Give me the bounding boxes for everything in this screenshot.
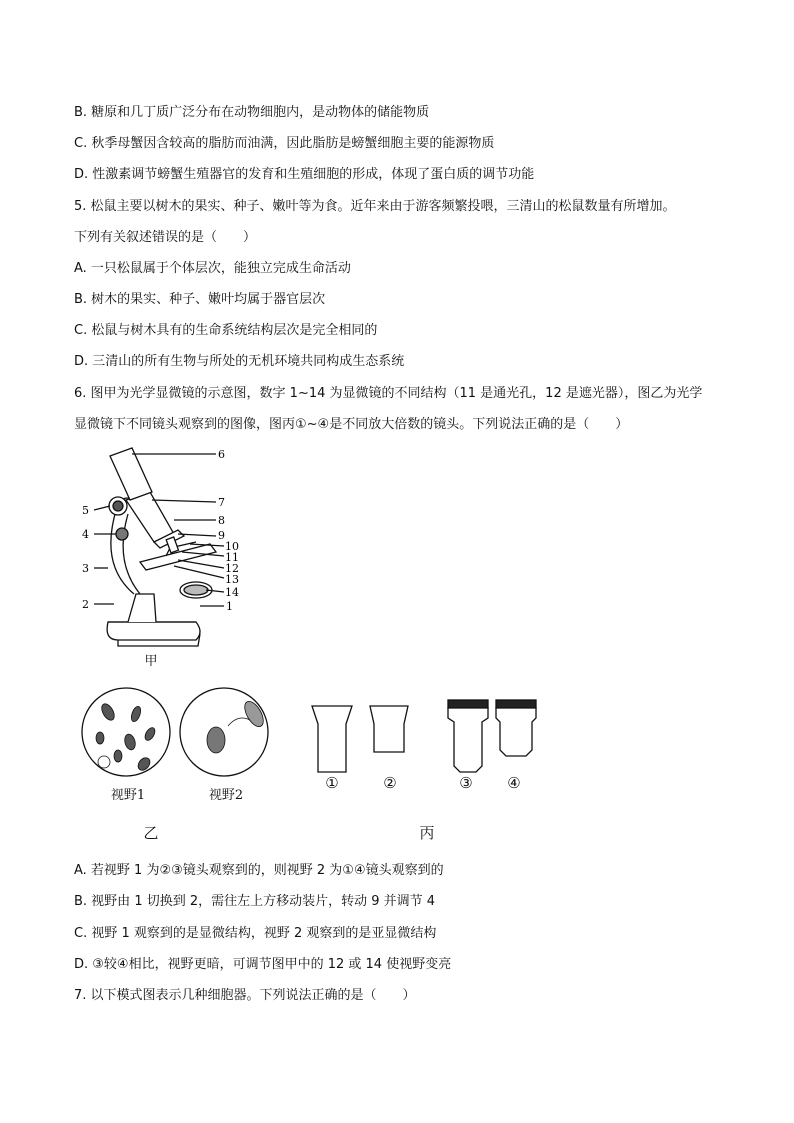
lens-3 [448, 708, 488, 772]
question-5-stem-cont: 下列有关叙述错误的是（ ） [74, 230, 257, 245]
view2-cells [207, 698, 267, 753]
label-9: 9 [218, 529, 225, 542]
option-c-q4: C. 秋季母蟹因含较高的脂肪而油满，因此脂肪是螃蟹细胞主要的能源物质 [74, 136, 495, 151]
view2-circle [180, 688, 268, 776]
option-d-q4: D. 性激素调节螃蟹生殖器官的发育和生殖细胞的形成，体现了蛋白质的调节功能 [74, 167, 535, 182]
figure-jia-microscope [78, 444, 258, 674]
option-b-q4: B. 糖原和几丁质广泛分布在动物细胞内，是动物体的储能物质 [74, 105, 430, 120]
lens-3-cap [448, 700, 488, 708]
label-8: 8 [218, 514, 225, 527]
lens-4-cap [496, 700, 536, 708]
label-11: 11 [225, 551, 239, 564]
label-7: 7 [218, 496, 225, 509]
view1-label: 视野1 [110, 788, 146, 803]
option-d-q6: D. ③较④相比，视野更暗，可调节图甲中的 12 或 14 使视野变亮 [74, 957, 452, 972]
question-6-stem: 6. 图甲为光学显微镜的示意图，数字 1~14 为显微镜的不同结构（11 是通光孔，12 是遮光器），图乙为光学 [74, 386, 703, 401]
label-10: 10 [225, 540, 239, 553]
option-d-q5: D. 三清山的所有生物与所处的无机环境共同构成生态系统 [74, 354, 405, 369]
figure-yi-views [78, 684, 278, 784]
label-1: 1 [226, 600, 233, 613]
question-6-stem-cont: 显微镜下不同镜头观察到的图像，图丙①~④是不同放大倍数的镜头。下列说法正确的是（ ） [74, 417, 629, 432]
lens-4 [496, 708, 536, 756]
option-a-q6: A. 若视野 1 为②③镜头观察到的，则视野 2 为①④镜头观察到的 [74, 863, 444, 878]
option-c-q5: C. 松鼠与树木具有的生命系统结构层次是完全相同的 [74, 323, 378, 338]
view1-circle [82, 688, 170, 776]
label-3: 3 [82, 562, 89, 575]
option-a-q5: A. 一只松鼠属于个体层次，能独立完成生命活动 [74, 261, 351, 276]
option-b-q5: B. 树木的果实、种子、嫩叶均属于器官层次 [74, 292, 326, 307]
fields-of-view [78, 684, 278, 784]
label-12: 12 [225, 562, 239, 575]
option-c-q6: C. 视野 1 观察到的是显微结构，视野 2 观察到的是亚显微结构 [74, 926, 437, 941]
lenses-diagram [306, 696, 546, 776]
label-13: 13 [225, 573, 239, 586]
figure-yi-caption: 乙 [143, 824, 159, 842]
view2-label: 视野2 [208, 788, 244, 803]
question-5-stem: 5. 松鼠主要以树木的果实、种子、嫩叶等为食。近年来由于游客频繁投喂，三清山的松鼠数量有所增加。 [74, 199, 676, 214]
microscope-diagram [78, 444, 258, 674]
label-4: 4 [82, 528, 89, 541]
label-5: 5 [82, 504, 89, 517]
view1-cells [96, 702, 157, 773]
label-6: 6 [218, 448, 225, 461]
figure-bing-caption: 丙 [419, 824, 435, 842]
figure-jia-caption: 甲 [144, 654, 158, 669]
figure-bing-lenses [306, 696, 546, 776]
lens-label-1: ① [325, 774, 339, 792]
label-14: 14 [225, 586, 239, 599]
lens-label-2: ② [383, 774, 397, 792]
lens-label-3: ③ [459, 774, 473, 792]
question-7-stem: 7. 以下模式图表示几种细胞器。下列说法正确的是（ ） [74, 988, 416, 1003]
option-b-q6: B. 视野由 1 切换到 2，需往左上方移动装片，转动 9 并调节 4 [74, 894, 436, 909]
lens-label-4: ④ [507, 774, 521, 792]
lens-1 [312, 706, 352, 772]
label-2: 2 [82, 598, 89, 611]
lens-2 [370, 706, 408, 752]
